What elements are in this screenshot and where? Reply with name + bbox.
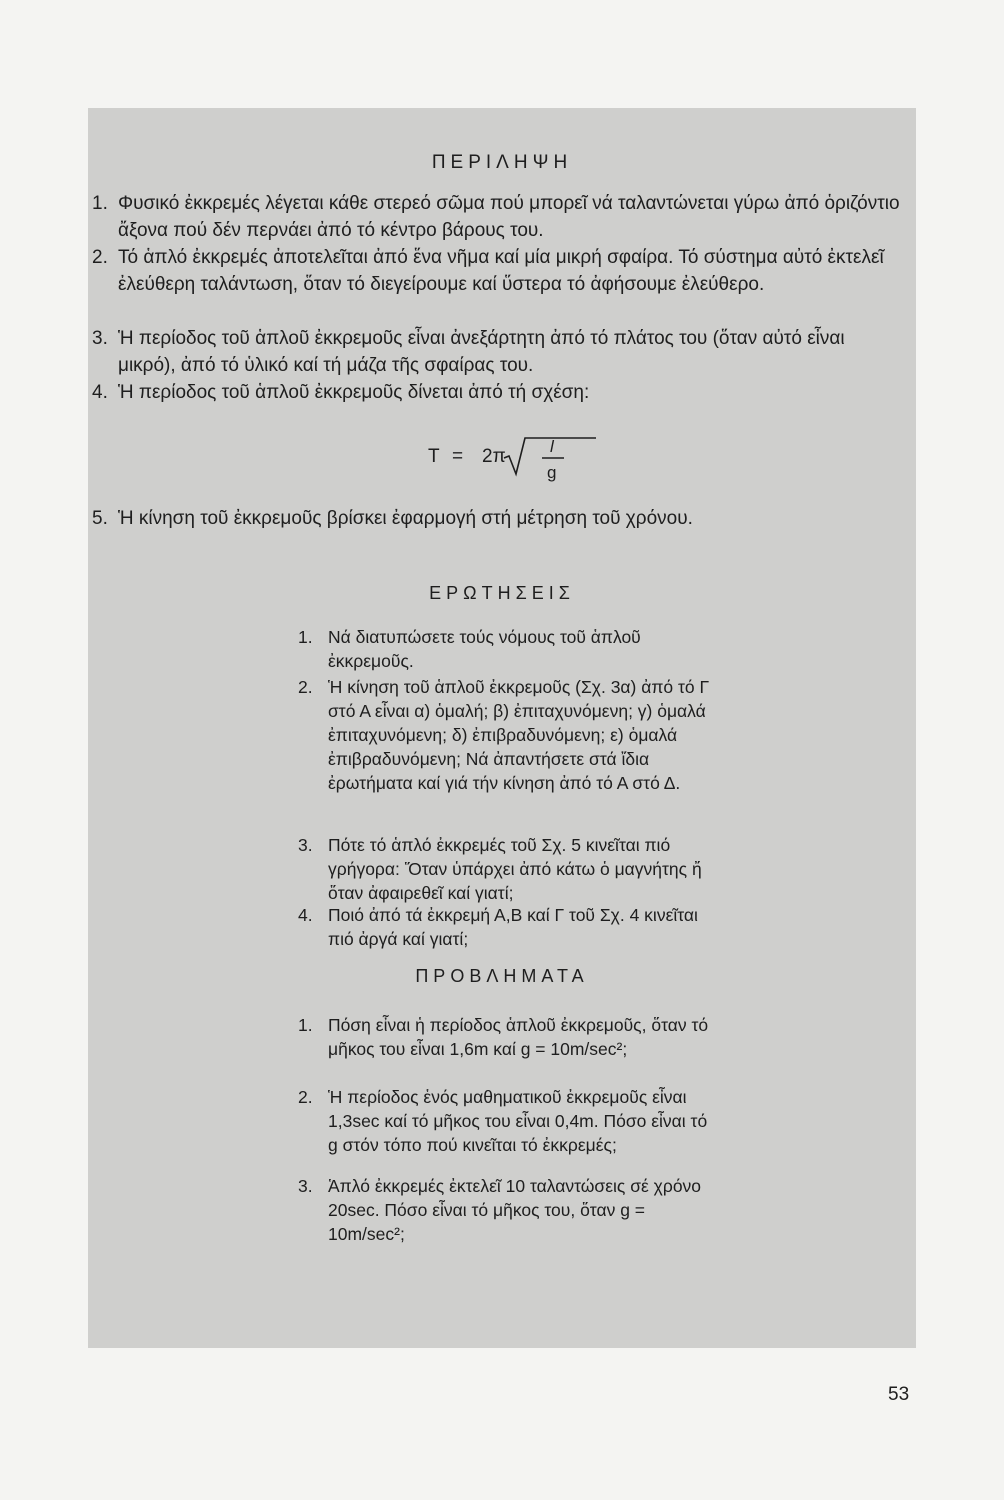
- summary-item-text: Ἡ περίοδος τοῦ ἁπλοῦ ἐκκρεμοῦς δίνεται ἀπό τή σχέση:: [118, 382, 590, 403]
- question-text: Νά διατυπώσετε τούς νόμους τοῦ ἁπλοῦ ἐκκρεμοῦς.: [328, 627, 641, 671]
- problem-text: Πόση εἶναι ἡ περίοδος ἁπλοῦ ἐκκρεμοῦς, ὅταν τό μῆκος του εἶναι 1,6m καί g = 10m/sec²;: [328, 1015, 709, 1059]
- summary-item-3: [92, 325, 900, 379]
- question-text: Ἡ κίνηση τοῦ ἁπλοῦ ἐκκρεμοῦς (Σχ. 3α) ἀπό τό Γ στό Α εἶναι α) ὁμαλή; β) ἐπιταχυνόμενη; γ) ὁμαλά ἐπιταχυνόμενη; δ) ἐπιβραδυνόμενη; ε) ὁμαλά ἐπιβραδυνόμενη; Νά ἀπαντήσετε στά ἴδια ἐρωτήματα καί γιά τήν κίνηση ἀπό τό Α στό Δ.: [328, 677, 710, 793]
- question-text: Πότε τό ἁπλό ἐκκρεμές τοῦ Σχ. 5 κινεῖται πιό γρήγορα: Ὅταν ὑπάρχει ἀπό κάτω ὁ μαγνήτης ἤ ὅταν ἀφαιρεθεῖ καί γιατί;: [328, 835, 702, 903]
- formula-numerator: l: [550, 437, 554, 456]
- summary-item-text: Ἡ περίοδος τοῦ ἁπλοῦ ἐκκρεμοῦς εἶναι ἀνεξάρτητη ἀπό τό πλάτος του (ὅταν αὐτό εἶναι μικρό), ἀπό τό ὑλικό καί τή μάζα τῆς σφαίρας του.: [118, 328, 845, 376]
- summary-item-number: 1.: [92, 193, 108, 214]
- formula-lhs: T: [428, 446, 440, 467]
- summary-item-number: 4.: [92, 382, 108, 403]
- problem-number: 1.: [298, 1015, 313, 1035]
- problem-item-2: [298, 1085, 718, 1157]
- summary-heading: ΠΕΡΙΛΗΨΗ: [431, 152, 573, 173]
- questions-heading: ΕΡΩΤΗΣΕΙΣ: [429, 583, 575, 603]
- question-number: 2.: [298, 677, 313, 697]
- problem-number: 3.: [298, 1176, 313, 1196]
- summary-item-text: Φυσικό ἐκκρεμές λέγεται κάθε στερεό σῶμα πού μπορεῖ νά ταλαντώνεται γύρω ἀπό ὁριζόντιο ἄξονα πού δέν περνάει ἀπό τό κέντρο βάρους του.: [118, 193, 900, 241]
- problem-text: Ἡ περίοδος ἑνός μαθηματικοῦ ἐκκρεμοῦς εἶναι 1,3sec καί τό μῆκος του εἶναι 0,4m. Πόσο εἶναι τό g στόν τόπο πού κινεῖται τό ἐκκρεμές;: [328, 1087, 708, 1155]
- page-number: 53: [888, 1384, 910, 1405]
- problem-text: Ἁπλό ἐκκρεμές ἐκτελεῖ 10 ταλαντώσεις σέ χρόνο 20sec. Πόσο εἶναι τό μῆκος του, ὅταν g = 10m/sec²;: [328, 1176, 702, 1244]
- problem-item-3: [298, 1174, 718, 1246]
- question-number: 3.: [298, 835, 313, 855]
- summary-item-text: Ἡ κίνηση τοῦ ἐκκρεμοῦς βρίσκει ἐφαρμογή στή μέτρηση τοῦ χρόνου.: [118, 508, 693, 529]
- summary-item-number: 5.: [92, 508, 108, 529]
- summary-item-text: Τό ἁπλό ἐκκρεμές ἀποτελεῖται ἀπό ἕνα νῆμα καί μία μικρή σφαίρα. Τό σύστημα αὐτό ἐκτελεῖ ἐλεύθερη ταλάντωση, ὅταν τό διεγείρουμε καί ὕστερα τό ἀφήσουμε ἐλεύθερο.: [118, 247, 884, 295]
- formula-equals: =: [452, 446, 464, 467]
- question-item-1: [298, 625, 718, 673]
- summary-item-2: [92, 244, 900, 298]
- question-number: 4.: [298, 905, 313, 925]
- question-item-4: [298, 903, 718, 951]
- question-number: 1.: [298, 627, 313, 647]
- formula-coefficient: 2π: [482, 446, 506, 467]
- summary-item-number: 3.: [92, 328, 108, 349]
- formula-denominator: g: [547, 463, 557, 482]
- problem-item-1: [298, 1013, 718, 1061]
- question-text: Ποιό ἀπό τά ἐκκρεμή Α,Β καί Γ τοῦ Σχ. 4 κινεῖται πιό ἀργά καί γιατί;: [328, 905, 698, 949]
- problem-number: 2.: [298, 1087, 313, 1107]
- summary-item-1: [92, 190, 900, 244]
- question-item-3: [298, 833, 718, 905]
- summary-item-number: 2.: [92, 247, 108, 268]
- summary-item-4: [92, 379, 900, 406]
- problems-heading: ΠΡΟΒΛΗΜΑΤΑ: [415, 966, 589, 986]
- question-item-2: [298, 675, 718, 795]
- summary-item-5: [92, 505, 900, 532]
- period-formula: [424, 434, 624, 484]
